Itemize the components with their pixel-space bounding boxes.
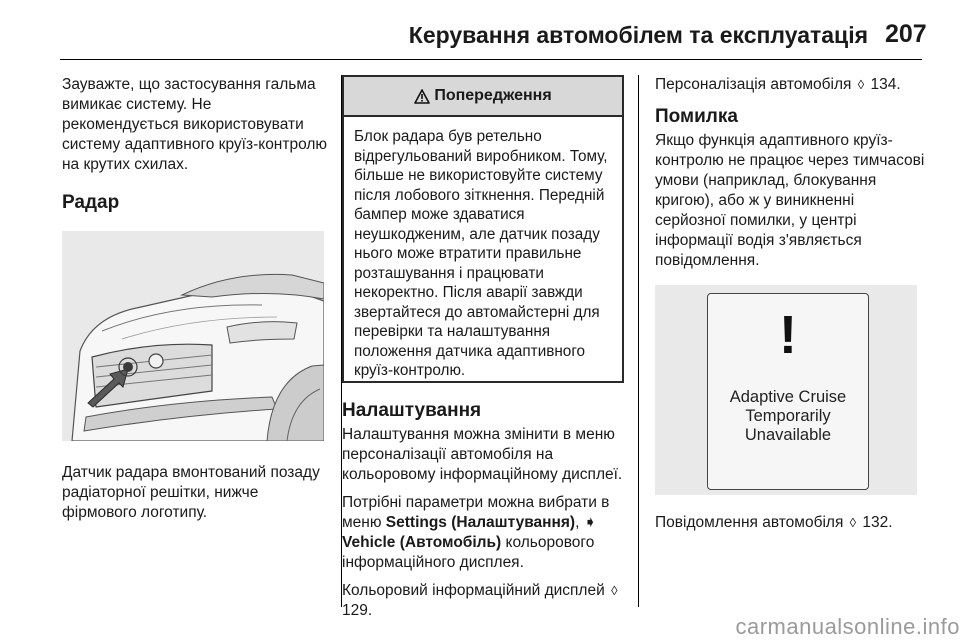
radar-figure: [62, 231, 324, 441]
settings-paragraph-2: [342, 493, 624, 573]
page-ref-icon: ◊: [857, 77, 865, 92]
exclamation-icon: !: [779, 305, 797, 365]
header-divider: [60, 59, 922, 60]
personalization-after: .: [896, 76, 901, 93]
page-header-title: Керування автомобілем та експлуатація: [408, 22, 868, 48]
driver-info-display: [707, 293, 869, 490]
warning-box: [342, 75, 624, 383]
settings-menu-vehicle: Vehicle (Автомобіль): [342, 534, 502, 551]
error-heading: Помилка: [655, 106, 738, 127]
intro-paragraph: Зауважте, що застосування гальма вимикає систему. Не рекомендується використовувати систему адаптивного круїз-контролю на крутих схилах.: [62, 76, 328, 173]
settings-menu-settings: Settings (Налаштування): [385, 514, 576, 531]
radar-heading: Радар: [62, 192, 120, 213]
page-number: 207: [885, 20, 927, 48]
settings-section: [342, 399, 624, 621]
column-left: [62, 75, 330, 531]
settings-text-before: Потрібні параметри можна вибрати в меню: [342, 494, 610, 531]
column-middle: [342, 75, 624, 629]
watermark: carmanualsonline.info: [735, 614, 960, 639]
personalization-text: Персоналізація автомобіля: [655, 76, 856, 93]
settings-paragraph-1: Налаштування можна змінити в меню персоналізації автомобіля на кольоровому інформаційному дисплеї.: [342, 426, 623, 483]
vehicle-message-text: Повідомлення автомобіля: [655, 514, 848, 531]
error-section: [655, 105, 925, 271]
settings-text-after: кольорового інформаційного дисплея.: [342, 534, 595, 571]
settings-paragraph-3: [342, 581, 624, 621]
vehicle-message-ref[interactable]: 132: [862, 514, 889, 531]
page-ref-icon: ◊: [611, 583, 618, 598]
settings-p3-ref[interactable]: 129: [342, 602, 368, 619]
display-message: Adaptive Cruise Temporarily Unavailable: [729, 388, 847, 444]
vehicle-message-after: .: [888, 514, 893, 531]
column-right: [655, 75, 925, 541]
warning-text: Блок радара був ретельно відрегульований виробником. Тому, більше не використовуйте систему після лобового зіткнення. Передній бампер може здаватися неушкодженим, але датчик позаду нього може втратити правильне розташування і працювати некоректно. Після аварії завжди звертайтеся до автомайстерні для перевірки та налаштування положення датчика адаптивного круїз-контролю.: [354, 128, 608, 379]
settings-heading: Налаштування: [342, 400, 482, 421]
radar-caption: Датчик радара вмонтований позаду радіаторної решітки, нижче фірмового логотипу.: [62, 464, 320, 521]
personalization-ref[interactable]: 134: [870, 76, 897, 93]
radar-sensor-icon: [62, 231, 324, 441]
column-divider-right: [638, 75, 639, 607]
warning-header: [344, 77, 622, 117]
menu-separator: , ➧: [575, 514, 597, 531]
settings-p3-after: .: [367, 602, 373, 619]
vehicle-message-line: [655, 513, 925, 533]
personalization-line: [655, 75, 925, 95]
error-text: Якщо функція адаптивного круїз-контролю не працює через тимчасові умови (наприклад, блокування кригою), або ж у виникненні серйозної помилки, у центрі інформації водія з'являється повідомлення.: [655, 132, 925, 269]
warning-title: Попередження: [434, 87, 552, 104]
page-ref-icon: ◊: [849, 515, 857, 530]
settings-p3-before: Кольоровий інформаційний дисплей: [342, 582, 610, 599]
warning-triangle-icon: [414, 89, 430, 104]
display-figure: [655, 285, 917, 495]
